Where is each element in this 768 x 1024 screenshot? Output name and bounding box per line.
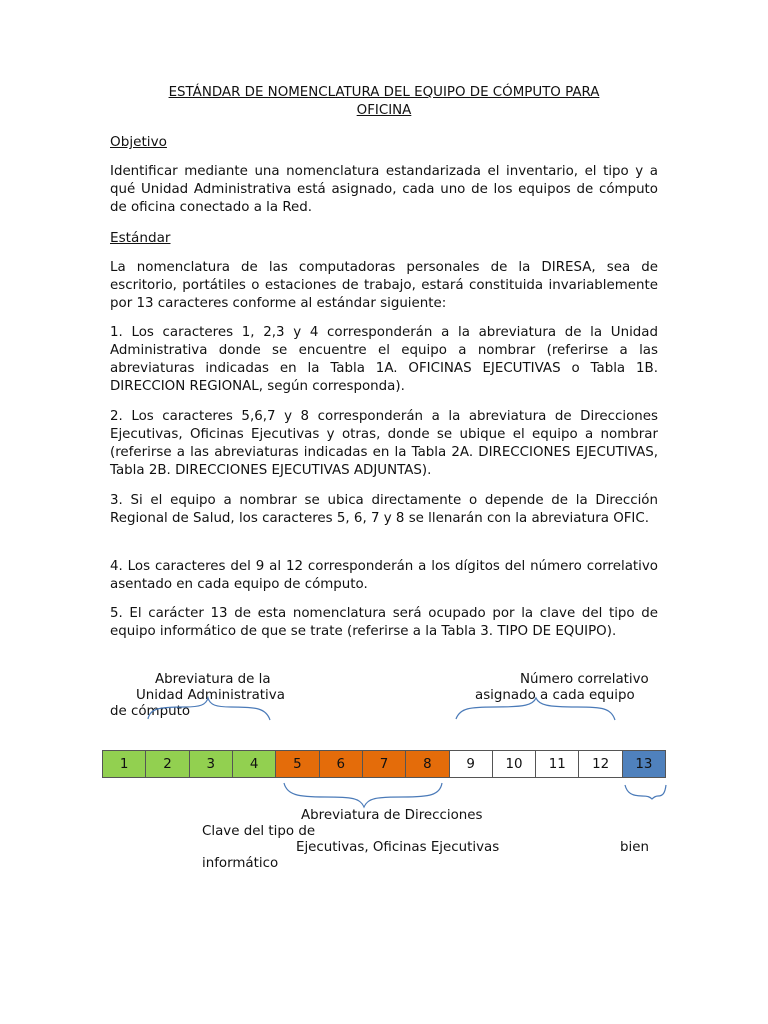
label-bien: bien: [620, 840, 649, 855]
label-unidad-line-1: Abreviatura de la: [155, 672, 271, 687]
title-line-2: OFICINA: [356, 103, 412, 118]
char-cell-8: 8: [406, 751, 449, 777]
label-numero-line-2: asignado a cada equipo: [475, 688, 635, 703]
objetivo-paragraph: Identificar mediante una nomenclatura estandarizada el inventario, el tipo y a qué Unidad Administrativa está asignado, cada uno de los equipos de cómputo de oficina conectado a la Red.: [110, 164, 658, 215]
label-direcciones-line-1: Abreviatura de Direcciones: [301, 808, 483, 823]
estandar-paragraph: La nomenclatura de las computadoras personales de la DIRESA, sea de escritorio, portátiles o estaciones de trabajo, estará constituida invariablemente por 13 caracteres conforme al estándar siguiente:: [110, 260, 658, 311]
char-cell-3: 3: [190, 751, 233, 777]
document-title: [110, 84, 658, 120]
char-cell-12: 12: [579, 751, 622, 777]
brace-clave-icon: [625, 785, 666, 799]
estandar-heading: Estándar: [110, 230, 171, 246]
nomenclature-strip: [102, 750, 666, 778]
char-cell-11: 11: [536, 751, 579, 777]
objetivo-heading: Objetivo: [110, 134, 167, 150]
item-1-paragraph: 1. Los caracteres 1, 2,3 y 4 corresponderán a la abreviatura de la Unidad Administrativa donde se encuentre el equipo a nombrar (referirse a las abreviaturas indicadas en la Tabla 1A. OFICINAS EJECUTIVAS o Tabla 1B. DIRECCION REGIONAL, según corresponda).: [110, 325, 658, 394]
label-unidad-line-2: Unidad Administrativa: [136, 688, 285, 703]
item-3-paragraph: 3. Si el equipo a nombrar se ubica directamente o depende de la Dirección Regional de Salud, los caracteres 5, 6, 7 y 8 se llenarán con la abreviatura OFIC.: [110, 493, 658, 526]
item-5-paragraph: 5. El carácter 13 de esta nomenclatura será ocupado por la clave del tipo de equipo informático de que se trate (referirse a la Tabla 3. TIPO DE EQUIPO).: [110, 606, 658, 639]
item-4-paragraph: 4. Los caracteres del 9 al 12 corresponderán a los dígitos del número correlativo asentado en cada equipo de cómputo.: [110, 559, 658, 592]
char-cell-4: 4: [233, 751, 276, 777]
label-informatico: informático: [202, 856, 279, 871]
char-cell-2: 2: [146, 751, 189, 777]
item-2-paragraph: 2. Los caracteres 5,6,7 y 8 corresponderán a la abreviatura de Direcciones Ejecutivas, Oficinas Ejecutivas y otras, donde se ubique el equipo a nombrar (referirse a las abreviaturas indicadas en la Tabla 2A. DIRECCIONES EJECUTIVAS, Tabla 2B. DIRECCIONES EJECUTIVAS ADJUNTAS).: [110, 409, 658, 478]
label-direcciones-line-2: Ejecutivas, Oficinas Ejecutivas: [296, 840, 500, 855]
char-cell-1: 1: [103, 751, 146, 777]
char-cell-7: 7: [363, 751, 406, 777]
label-clave-line-1: Clave del tipo de: [202, 824, 316, 839]
char-cell-9: 9: [450, 751, 493, 777]
char-cell-13: 13: [623, 751, 665, 777]
brace-direcciones-icon: [284, 783, 442, 807]
char-cell-5: 5: [276, 751, 319, 777]
label-numero-line-1: Número correlativo: [520, 672, 649, 687]
label-unidad-line-3: de cómputo: [110, 704, 191, 719]
char-cell-6: 6: [320, 751, 363, 777]
title-line-1: ESTÁNDAR DE NOMENCLATURA DEL EQUIPO DE CÓMPUTO PARA: [168, 85, 600, 100]
char-cell-10: 10: [493, 751, 536, 777]
